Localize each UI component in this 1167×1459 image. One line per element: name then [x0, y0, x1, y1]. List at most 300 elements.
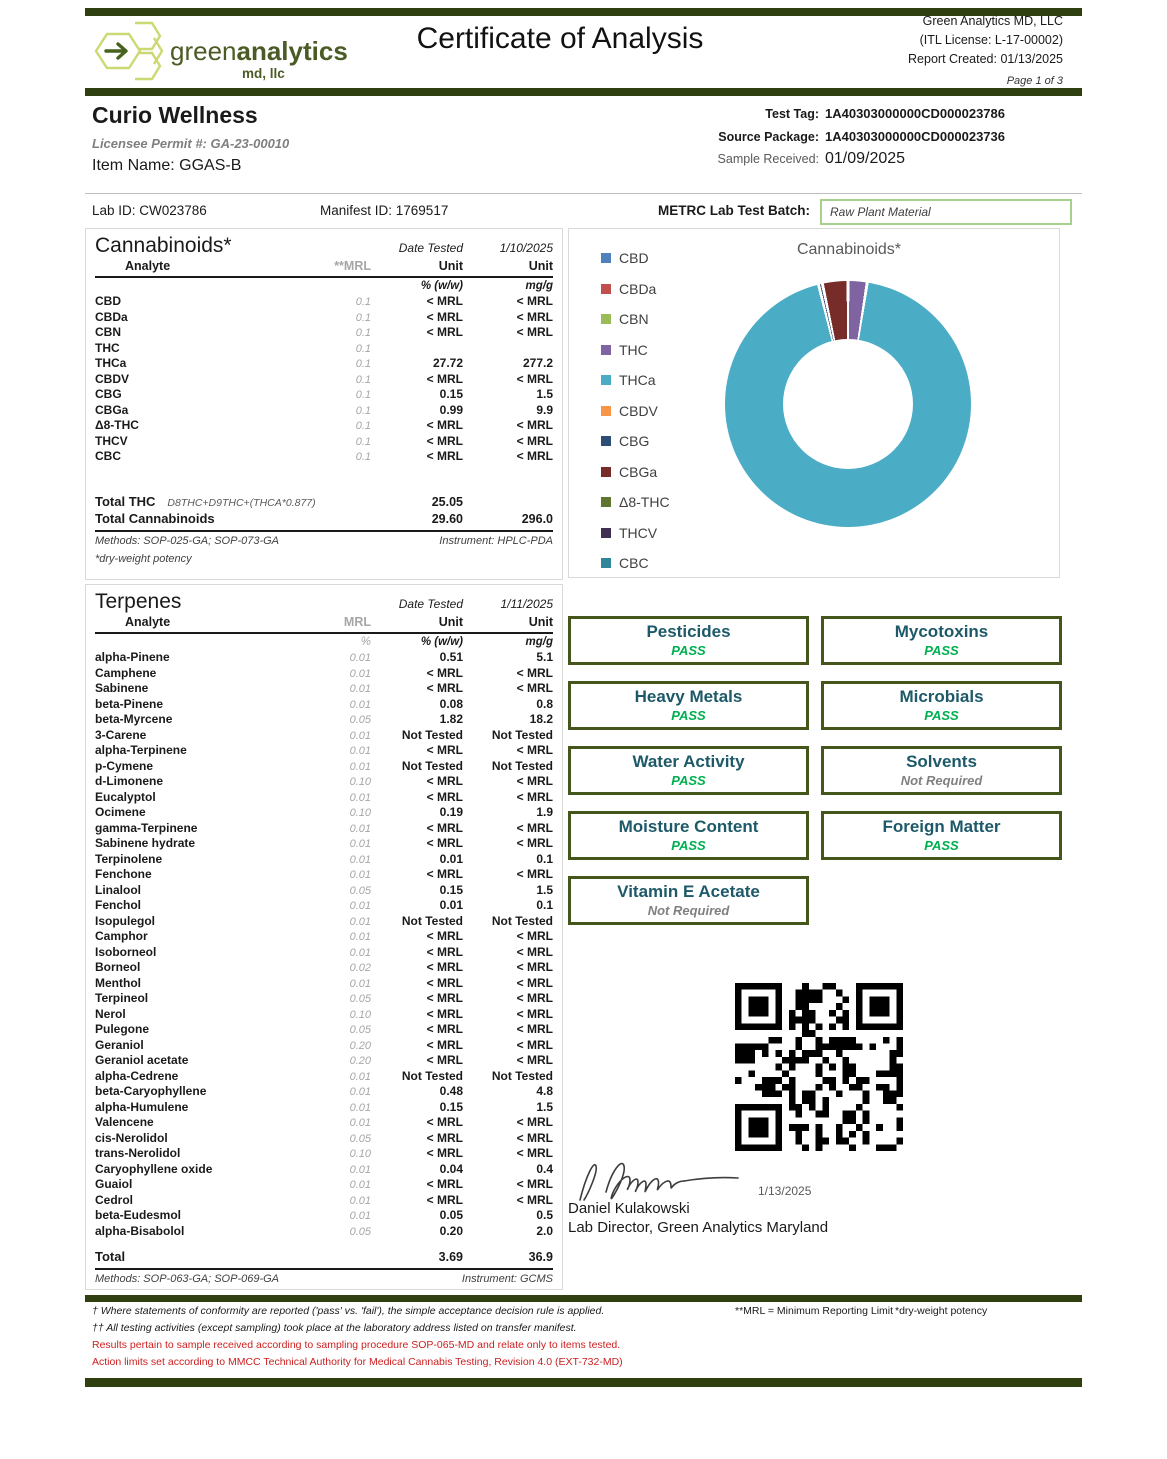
- terp-date-tested-label: Date Tested: [398, 597, 463, 611]
- cell-mrl: 0.10: [349, 776, 371, 788]
- legend-label: CBGa: [619, 463, 658, 480]
- table-row: [95, 914, 553, 930]
- logo-subtext: md, llc: [242, 66, 285, 81]
- legend-item: [601, 335, 670, 366]
- compliance-box: [821, 681, 1062, 730]
- cell-mrl: 0.1: [355, 342, 371, 355]
- table-row: [95, 681, 553, 697]
- cell-mrl: 0.05: [349, 993, 371, 1005]
- cell-analyte: alpha-Pinene: [95, 650, 170, 664]
- cell-mgg: < MRL: [516, 433, 553, 448]
- donut-hole: [783, 339, 913, 469]
- cell-analyte: alpha-Terpinene: [95, 743, 187, 757]
- sample-received-value: 01/09/2025: [825, 150, 906, 167]
- lab-id: Lab ID: CW023786: [92, 203, 207, 218]
- qr-code: [735, 983, 903, 1151]
- cell-pct: < MRL: [426, 433, 463, 448]
- cell-analyte: Caryophyllene oxide: [95, 1161, 213, 1176]
- cell-pct: < MRL: [426, 371, 463, 386]
- cell-mgg: < MRL: [516, 371, 553, 386]
- col-unit-1: Unit: [438, 259, 463, 273]
- compliance-status: PASS: [924, 708, 959, 723]
- signer-name: Daniel Kulakowski: [568, 1200, 690, 1217]
- cell-mgg: 0.1: [536, 851, 553, 866]
- legend-label: THC: [619, 341, 648, 358]
- cell-pct: 0.15: [439, 882, 463, 897]
- cell-mgg: < MRL: [516, 294, 553, 308]
- cell-analyte: CBDV: [95, 371, 130, 386]
- divider: [85, 193, 1082, 194]
- cell-mrl: 0.01: [349, 869, 371, 881]
- cell-analyte: Cedrol: [95, 1192, 134, 1207]
- cell-analyte: gamma-Terpinene: [95, 820, 198, 835]
- cell-pct: < MRL: [426, 960, 463, 974]
- lab-info-block: [763, 12, 1063, 91]
- cell-mrl: 0.01: [349, 683, 371, 695]
- cell-pct: 0.19: [439, 805, 463, 819]
- cell-pct: 0.04: [439, 1161, 463, 1176]
- header-rule: [85, 88, 1082, 96]
- metrc-batch-value: Raw Plant Material: [830, 205, 931, 219]
- table-row: [95, 666, 553, 682]
- legend-item: [601, 304, 670, 335]
- cell-mrl: 0.01: [349, 946, 371, 959]
- signer-title: Lab Director, Green Analytics Maryland: [568, 1219, 829, 1236]
- cell-mrl: 0.01: [349, 853, 371, 866]
- cell-mrl: 0.05: [349, 1225, 371, 1238]
- table-row: [95, 1208, 553, 1224]
- cell-pct: < MRL: [426, 1022, 463, 1036]
- footer-rule-top: [85, 1295, 1082, 1302]
- cell-mgg: < MRL: [516, 1006, 553, 1021]
- table-row: [95, 1115, 553, 1131]
- table-row: [95, 1053, 553, 1069]
- cell-pct: < MRL: [426, 789, 463, 804]
- cell-mgg: < MRL: [516, 774, 553, 788]
- table-row: [95, 774, 553, 790]
- table-row: [95, 1162, 553, 1178]
- test-tag-value: 1A40303000000CD000023786: [825, 106, 1005, 121]
- cell-pct: < MRL: [426, 774, 463, 788]
- cell-analyte: Menthol: [95, 975, 141, 990]
- legend-swatch-icon: [601, 558, 611, 568]
- cell-mrl: 0.01: [349, 1194, 371, 1207]
- compliance-test-name: Water Activity: [632, 752, 745, 771]
- compliance-box: [568, 616, 809, 665]
- table-row: [95, 372, 553, 388]
- table-row: [95, 1084, 553, 1100]
- cell-mgg: < MRL: [516, 867, 553, 881]
- cell-pct: Not Tested: [401, 1068, 463, 1083]
- cell-mrl: 0.01: [349, 667, 371, 680]
- cell-mgg: Not Tested: [491, 913, 553, 928]
- cell-mgg: < MRL: [516, 836, 553, 850]
- table-row: [95, 821, 553, 837]
- cell-analyte: cis-Nerolidol: [95, 1130, 168, 1145]
- footnote-mrl: **MRL = Minimum Reporting Limit: [735, 1305, 894, 1317]
- cell-analyte: Nerol: [95, 1006, 126, 1021]
- unit-mgg: mg/g: [525, 636, 553, 648]
- legend-item: [601, 518, 670, 549]
- compliance-grid: [568, 616, 1062, 925]
- cell-pct: < MRL: [426, 1177, 463, 1191]
- legend-swatch-icon: [601, 345, 611, 355]
- compliance-status: Not Required: [900, 773, 983, 788]
- table-row: [95, 991, 553, 1007]
- cell-analyte: Camphor: [95, 929, 148, 943]
- cell-analyte: Ocimene: [95, 805, 146, 819]
- compliance-test-name: Solvents: [906, 752, 977, 771]
- legend-label: CBC: [619, 555, 649, 572]
- cell-mrl: 0.01: [349, 652, 371, 664]
- cell-pct: 0.20: [439, 1223, 463, 1238]
- table-row: [95, 836, 553, 852]
- cann-methods: Methods: SOP-025-GA; SOP-073-GA: [95, 534, 280, 547]
- cell-mgg: 1.5: [536, 387, 553, 401]
- cell-analyte: beta-Pinene: [95, 696, 164, 711]
- unit-pct: % (w/w): [420, 636, 463, 648]
- table-row: [95, 1193, 553, 1209]
- cell-mgg: < MRL: [516, 960, 553, 974]
- total-cannabinoids-label: Total Cannabinoids: [95, 510, 215, 526]
- cell-pct: 1.82: [439, 712, 463, 726]
- cell-analyte: Geraniol: [95, 1037, 144, 1052]
- cell-mgg: 1.9: [536, 805, 553, 819]
- cell-analyte: CBGa: [95, 402, 129, 417]
- cell-analyte: 3-Carene: [95, 727, 147, 742]
- cell-analyte: Eucalyptol: [95, 789, 156, 804]
- table-rule: [95, 632, 553, 634]
- compliance-box: [568, 811, 809, 860]
- cell-pct: 0.99: [439, 402, 463, 417]
- cell-pct: < MRL: [426, 836, 463, 850]
- footnote-1: † Where statements of conformity are reported ('pass' vs. 'fail'), the simple acceptance decision rule is applied.: [92, 1305, 605, 1317]
- cell-mrl: 0.1: [355, 420, 371, 432]
- cell-pct: 0.48: [439, 1084, 463, 1098]
- cell-mrl: 0.05: [349, 1132, 371, 1145]
- cell-analyte: Δ8-THC: [95, 418, 139, 432]
- cell-analyte: d-Limonene: [95, 774, 163, 788]
- cell-mgg: < MRL: [516, 665, 553, 680]
- cell-mrl: 0.01: [349, 745, 371, 757]
- cell-mgg: 277.2: [522, 356, 553, 370]
- cell-mgg: < MRL: [516, 743, 553, 757]
- cell-mrl: 0.01: [349, 1163, 371, 1176]
- cell-pct: 0.05: [439, 1208, 463, 1222]
- cell-mgg: < MRL: [516, 1146, 553, 1160]
- cell-mgg: 5.1: [536, 650, 553, 664]
- terpenes-total-mgg: 36.9: [528, 1250, 553, 1264]
- cell-mrl: 0.01: [349, 1086, 371, 1098]
- cell-analyte: CBN: [95, 325, 121, 339]
- total-thc-value: 25.05: [431, 494, 463, 509]
- cell-mgg: 1.5: [536, 882, 553, 897]
- cell-analyte: beta-Caryophyllene: [95, 1084, 207, 1098]
- cell-mgg: < MRL: [516, 309, 553, 324]
- cell-analyte: Isopulegol: [95, 913, 155, 928]
- cell-mrl: 0.1: [355, 451, 371, 463]
- col-mrl: MRL: [343, 615, 371, 629]
- compliance-test-name: Mycotoxins: [894, 622, 989, 641]
- cell-pct: < MRL: [426, 1130, 463, 1145]
- compliance-test-name: Moisture Content: [618, 817, 759, 836]
- table-row: [95, 387, 553, 403]
- cell-pct: < MRL: [426, 867, 463, 881]
- source-package-label: Source Package:: [718, 130, 819, 144]
- cell-mrl: 0.1: [355, 358, 371, 370]
- cell-mrl: 0.1: [355, 373, 371, 386]
- cell-mgg: < MRL: [516, 929, 553, 943]
- cell-mgg: < MRL: [516, 418, 553, 432]
- cell-mgg: < MRL: [516, 1053, 553, 1067]
- cell-pct: < MRL: [426, 665, 463, 680]
- table-row: [95, 697, 553, 713]
- table-row: [95, 1131, 553, 1147]
- cell-analyte: CBD: [95, 294, 121, 308]
- cell-analyte: THCV: [95, 433, 128, 448]
- cell-mrl: 0.1: [355, 327, 371, 339]
- table-row: [95, 356, 553, 372]
- cell-analyte: THCa: [95, 356, 127, 370]
- signature-date: 1/13/2025: [758, 1184, 812, 1198]
- metrc-batch-label: METRC Lab Test Batch:: [657, 203, 810, 218]
- legend-label: CBN: [619, 311, 649, 328]
- table-row: [95, 1069, 553, 1085]
- terpenes-rows: [95, 650, 553, 1239]
- cell-pct: < MRL: [426, 929, 463, 943]
- terp-methods: Methods: SOP-063-GA; SOP-069-GA: [95, 1273, 280, 1285]
- signature-icon: [572, 1148, 762, 1206]
- cell-mrl: 0.05: [349, 714, 371, 726]
- cell-mgg: Not Tested: [491, 758, 553, 773]
- cell-analyte: beta-Myrcene: [95, 712, 173, 726]
- cell-pct: < MRL: [426, 1006, 463, 1021]
- legend-swatch-icon: [601, 406, 611, 416]
- cell-mgg: < MRL: [516, 944, 553, 959]
- table-row: [95, 1224, 553, 1240]
- page-number: Page 1 of 3: [1006, 75, 1063, 87]
- legend-swatch-icon: [601, 375, 611, 385]
- cannabinoids-chart-panel: [568, 228, 1060, 578]
- table-row: [95, 418, 553, 434]
- cell-mrl: 0.01: [349, 1179, 371, 1191]
- metrc-batch-box: [820, 199, 1072, 225]
- terpenes-total-label: Total: [95, 1249, 126, 1264]
- legend-swatch-icon: [601, 497, 611, 507]
- cell-pct: < MRL: [426, 418, 463, 432]
- col-mrl: **MRL: [334, 259, 371, 273]
- cell-analyte: alpha-Humulene: [95, 1099, 189, 1114]
- cell-analyte: CBDa: [95, 309, 128, 324]
- terp-date-tested-value: 1/11/2025: [500, 597, 553, 611]
- cell-mgg: < MRL: [516, 1022, 553, 1036]
- lab-license: (ITL License: L-17-00002): [919, 33, 1063, 47]
- cell-pct: 0.15: [439, 387, 463, 401]
- table-row: [95, 1146, 553, 1162]
- compliance-box: [568, 876, 809, 925]
- cell-analyte: Fenchone: [95, 867, 152, 881]
- cell-mgg: 1.5: [536, 1099, 553, 1114]
- cann-date-tested-label: Date Tested: [398, 241, 463, 255]
- cell-mrl: 0.01: [349, 977, 371, 990]
- cell-pct: 0.08: [439, 696, 463, 711]
- legend-item: [601, 243, 670, 274]
- cell-pct: < MRL: [426, 975, 463, 990]
- table-row: [95, 852, 553, 868]
- cell-pct: < MRL: [426, 1053, 463, 1067]
- cell-mrl: 0.20: [349, 1055, 371, 1067]
- report-created: Report Created: 01/13/2025: [908, 52, 1063, 66]
- cell-mrl: 0.05: [349, 1024, 371, 1036]
- compliance-test-name: Microbials: [899, 687, 984, 706]
- legend-item: [601, 274, 670, 305]
- col-unit-2: Unit: [528, 615, 553, 629]
- compliance-box: [821, 811, 1062, 860]
- compliance-box: [568, 746, 809, 795]
- source-package-value: 1A40303000000CD000023736: [825, 129, 1005, 144]
- document-title: Certificate of Analysis: [416, 22, 704, 55]
- cell-pct: < MRL: [426, 1192, 463, 1207]
- cell-pct: < MRL: [426, 944, 463, 959]
- legend-item: [601, 548, 670, 579]
- cell-pct: < MRL: [426, 1146, 463, 1160]
- compliance-box: [821, 746, 1062, 795]
- table-row: [95, 759, 553, 775]
- legend-swatch-icon: [601, 528, 611, 538]
- table-row: [95, 294, 553, 310]
- cell-mgg: < MRL: [516, 1177, 553, 1191]
- table-row: [95, 728, 553, 744]
- cell-mrl: 0.05: [349, 884, 371, 897]
- compliance-status: Not Required: [647, 903, 730, 918]
- cell-pct: < MRL: [426, 325, 463, 339]
- client-name: Curio Wellness: [92, 102, 258, 128]
- terpenes-panel: [85, 584, 563, 1290]
- cell-mgg: < MRL: [516, 1130, 553, 1145]
- cell-mrl: 0.01: [349, 729, 371, 742]
- cell-mrl: 0.01: [349, 760, 371, 773]
- cell-mrl: 0.01: [349, 838, 371, 850]
- logo-text: greenanalytics: [170, 36, 348, 66]
- table-row: [95, 743, 553, 759]
- compliance-status: PASS: [671, 643, 706, 658]
- cell-mgg: < MRL: [516, 449, 553, 463]
- col-analyte: Analyte: [125, 259, 171, 273]
- cell-mrl: 0.01: [349, 1210, 371, 1222]
- cell-mgg: Not Tested: [491, 727, 553, 742]
- cell-mgg: < MRL: [516, 1192, 553, 1207]
- cell-mrl: 0.1: [355, 389, 371, 401]
- table-row: [95, 403, 553, 419]
- cell-mgg: 0.4: [536, 1161, 553, 1176]
- cell-mgg: < MRL: [516, 1115, 553, 1129]
- table-row: [95, 325, 553, 341]
- total-cannabinoids-mgg: 296.0: [521, 511, 553, 526]
- legend-label: THCa: [619, 372, 656, 389]
- cell-mgg: 4.8: [536, 1084, 553, 1098]
- cell-analyte: Valencene: [95, 1115, 154, 1129]
- compliance-test-name: Heavy Metals: [634, 687, 743, 706]
- compliance-box: [568, 681, 809, 730]
- sample-ids-block: [643, 106, 1063, 168]
- lab-company-name: Green Analytics MD, LLC: [922, 14, 1063, 28]
- cell-pct: < MRL: [426, 1115, 463, 1129]
- cell-analyte: trans-Nerolidol: [95, 1146, 181, 1160]
- legend-label: CBD: [619, 250, 649, 267]
- cell-analyte: Fenchol: [95, 898, 142, 912]
- compliance-status: PASS: [924, 643, 959, 658]
- cell-pct: 0.51: [439, 650, 463, 664]
- cell-mgg: < MRL: [516, 820, 553, 835]
- cell-analyte: CBC: [95, 449, 121, 463]
- legend-swatch-icon: [601, 467, 611, 477]
- cell-mrl: 0.01: [349, 791, 371, 804]
- licensee-permit: Licensee Permit #: GA-23-00010: [92, 136, 290, 151]
- table-row: [95, 867, 553, 883]
- cell-mgg: 0.8: [536, 696, 553, 711]
- terp-instrument: Instrument: GCMS: [461, 1273, 553, 1285]
- cell-mrl: 0.01: [349, 698, 371, 711]
- cell-mgg: 18.2: [529, 712, 553, 726]
- compliance-status: PASS: [671, 708, 706, 723]
- compliance-test-name: Foreign Matter: [882, 817, 1001, 836]
- cell-analyte: alpha-Cedrene: [95, 1068, 179, 1083]
- compliance-status: PASS: [671, 838, 706, 853]
- cell-mrl: 0.10: [349, 1008, 371, 1021]
- footer-rule-bottom: [85, 1378, 1082, 1387]
- cell-analyte: Sabinene hydrate: [95, 836, 196, 850]
- cell-analyte: Pulegone: [95, 1022, 150, 1036]
- col-analyte: Analyte: [125, 615, 171, 629]
- cell-mgg: 2.0: [536, 1223, 553, 1238]
- item-name: Item Name: GGAS-B: [92, 157, 242, 174]
- legend-item: [601, 396, 670, 427]
- unit-pct: % (w/w): [420, 280, 463, 292]
- legend-label: CBDV: [619, 402, 658, 419]
- manifest-id: Manifest ID: 1769517: [320, 203, 449, 218]
- unit-mrl: %: [360, 636, 371, 648]
- cell-mrl: 0.01: [349, 1101, 371, 1114]
- cell-analyte: Sabinene: [95, 681, 149, 695]
- table-row: [95, 898, 553, 914]
- table-row: [95, 1038, 553, 1054]
- legend-swatch-icon: [601, 314, 611, 324]
- cell-analyte: Linalool: [95, 882, 141, 897]
- cell-analyte: alpha-Bisabolol: [95, 1223, 185, 1238]
- cannabinoids-panel: [85, 228, 563, 580]
- cell-mrl: 0.1: [355, 311, 371, 324]
- cell-pct: < MRL: [426, 820, 463, 835]
- cell-mrl: 0.1: [355, 435, 371, 448]
- dry-weight-note: *dry-weight potency: [95, 552, 192, 565]
- table-row: [95, 712, 553, 728]
- cell-pct: 27.72: [432, 356, 463, 370]
- table-row: [95, 449, 553, 465]
- compliance-status: PASS: [924, 838, 959, 853]
- terpenes-title: Terpenes: [95, 590, 182, 613]
- table-row: [95, 805, 553, 821]
- cell-mrl: 0.01: [349, 1070, 371, 1083]
- cell-mgg: < MRL: [516, 681, 553, 695]
- cell-mrl: 0.1: [355, 296, 371, 308]
- cell-pct: Not Tested: [401, 913, 463, 928]
- cell-analyte: Terpineol: [95, 991, 149, 1005]
- cell-pct: 0.01: [439, 898, 463, 912]
- cann-instrument: Instrument: HPLC-PDA: [439, 534, 553, 547]
- cell-mrl: 0.01: [349, 900, 371, 912]
- cell-mgg: < MRL: [516, 1037, 553, 1052]
- unit-mgg: mg/g: [525, 280, 553, 292]
